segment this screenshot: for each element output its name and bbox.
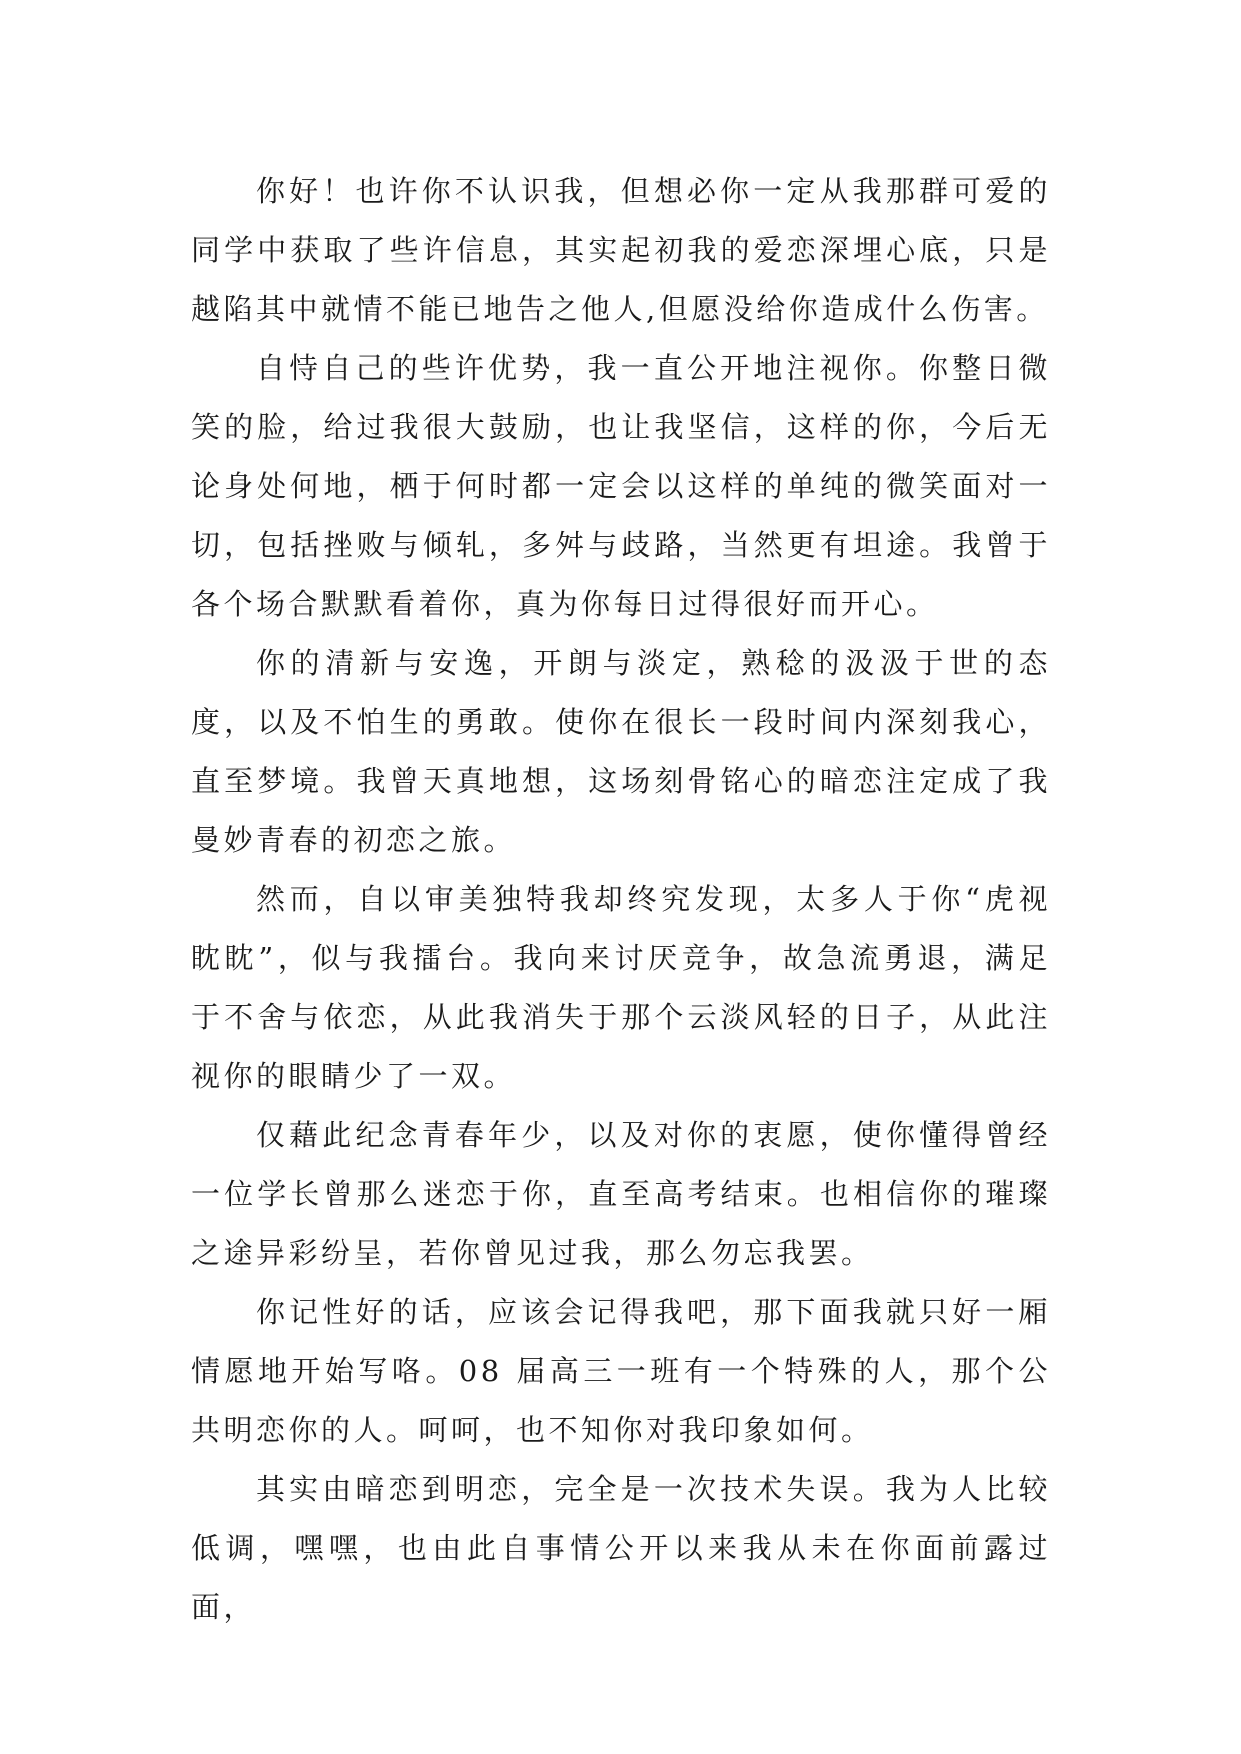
paragraph-2: 自恃自己的些许优势，我一直公开地注视你。你整日微笑的脸，给过我很大鼓励，也让我坚信，这样的你，今后无论身处何地，栖于何时都一定会以这样的单纯的微笑面对一切，包括挫败与倾轧，多舛与歧路，当然更有坦途。我曾于各个场合默默看着你，真为你每日过得很好而开心。 bbox=[191, 351, 1051, 621]
paragraph-4: 然而，自以审美独特我却终究发现，太多人于你“虎视眈眈”，似与我擂台。我向来讨厌竞争，故急流勇退，满足于不舍与依恋，从此我消失于那个云淡风轻的日子，从此注视你的眼睛少了一双。 bbox=[191, 882, 1051, 1093]
paragraph-7: 其实由暗恋到明恋，完全是一次技术失误。我为人比较低调，嘿嘿，也由此自事情公开以来我从未在你面前露过面， bbox=[191, 1472, 1051, 1624]
paragraph-5: 仅藉此纪念青春年少，以及对你的衷愿，使你懂得曾经一位学长曾那么迷恋于你，直至高考结束。也相信你的璀璨之途异彩纷呈，若你曾见过我，那么勿忘我罢。 bbox=[191, 1118, 1051, 1270]
paragraph-6: 你记性好的话，应该会记得我吧，那下面我就只好一厢情愿地开始写咯。08 届高三一班有一个特殊的人，那个公共明恋你的人。呵呵，也不知你对我印象如何。 bbox=[191, 1295, 1051, 1447]
document-body bbox=[191, 162, 1051, 1637]
paragraph-3: 你的清新与安逸，开朗与淡定，熟稔的汲汲于世的态度，以及不怕生的勇敢。使你在很长一段时间内深刻我心，直至梦境。我曾天真地想，这场刻骨铭心的暗恋注定成了我曼妙青春的初恋之旅。 bbox=[191, 646, 1051, 857]
paragraph-1: 你好！也许你不认识我，但想必你一定从我那群可爱的同学中获取了些许信息，其实起初我的爱恋深埋心底，只是越陷其中就情不能已地告之他人,但愿没给你造成什么伤害。 bbox=[191, 174, 1051, 326]
